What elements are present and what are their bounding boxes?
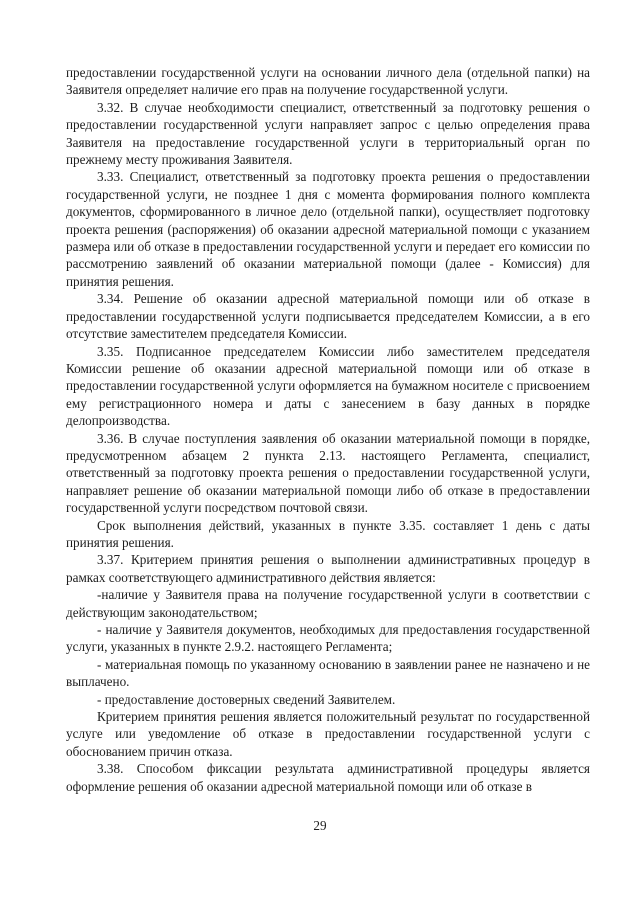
document-page [66,64,590,795]
paragraph-3-36: 3.36. В случае поступления заявления об оказании материальной помощи в порядке, предусмотренном абзацем 2 пункта 2.13. настоящего Регламента, специалист, ответственный за подготовку проекта решения о предоставлении государственной услуги, направляет решение об оказании материальной помощи либо об отказе в предоставлении государственной услуги посредством почтовой связи. [66,430,590,516]
paragraph-3-33: 3.33. Специалист, ответственный за подготовку проекта решения о предоставлении государственной услуги, не позднее 1 дня с момента формирования полного комплекта документов, сформированного в личное дело (отдельной папки), осуществляет подготовку проекта решения (распоряжения) об оказании адресной материальной помощи с указанием размера или об отказе в предоставлении государственной услуги и передает его комиссии по рассмотрению заявлений об оказании материальной помощи (далее - Комиссия) для принятия решения. [66,169,590,289]
paragraph-3-35: 3.35. Подписанное председателем Комиссии либо заместителем председателя Комиссии решение об оказании адресной материальной помощи или об отказе в предоставлении государственной услуги оформляется на бумажном носителе с присвоением ему регистрационного номера и даты с занесением в базу данных в порядке делопроизводства. [66,343,590,429]
criterion-item-2: - наличие у Заявителя документов, необходимых для предоставления государственной услуги, указанных в пункте 2.9.2. настоящего Регламента; [66,622,590,655]
paragraph-result-criterion: Критерием принятия решения является положительный результат по государственной услуге или уведомление об отказе в предоставлении государственной услуги с обоснованием причин отказа. [66,709,590,759]
criterion-item-4: - предоставление достоверных сведений Заявителем. [97,691,396,707]
page-number: 29 [313,818,327,833]
paragraph-deadline: Срок выполнения действий, указанных в пункте 3.35. составляет 1 день с даты принятия решения. [66,517,590,550]
paragraph-3-32: 3.32. В случае необходимости специалист, ответственный за подготовку решения о предоставлении государственной услуги направляет запрос с целью определения права Заявителя на предоставление государственной услуги в территориальный орган по прежнему месту проживания Заявителя. [66,99,590,168]
paragraph-continuation: предоставлении государственной услуги на основании личного дела (отдельной папки) на Заявителя определяет наличие его прав на получение государственной услуги. [66,65,590,98]
criterion-item-3: - материальная помощь по указанному основанию в заявлении ранее не назначено и не выплачено. [66,656,590,690]
paragraph-3-34: 3.34. Решение об оказании адресной материальной помощи или об отказе в предоставлении государственной услуги подписывается председателем Комиссии, а в его отсутствие заместителем председателя Комиссии. [66,291,590,342]
criterion-item-1: -наличие у Заявителя права на получение государственной услуги в соответствии с действующим законодательством; [66,587,590,620]
paragraph-3-37: 3.37. Критерием принятия решения о выполнении административных процедур в рамках соответствующего административного действия является: [66,552,590,585]
paragraph-3-38: 3.38. Способом фиксации результата административной процедуры является оформление решения об оказании адресной материальной помощи или об отказе в [66,761,590,794]
